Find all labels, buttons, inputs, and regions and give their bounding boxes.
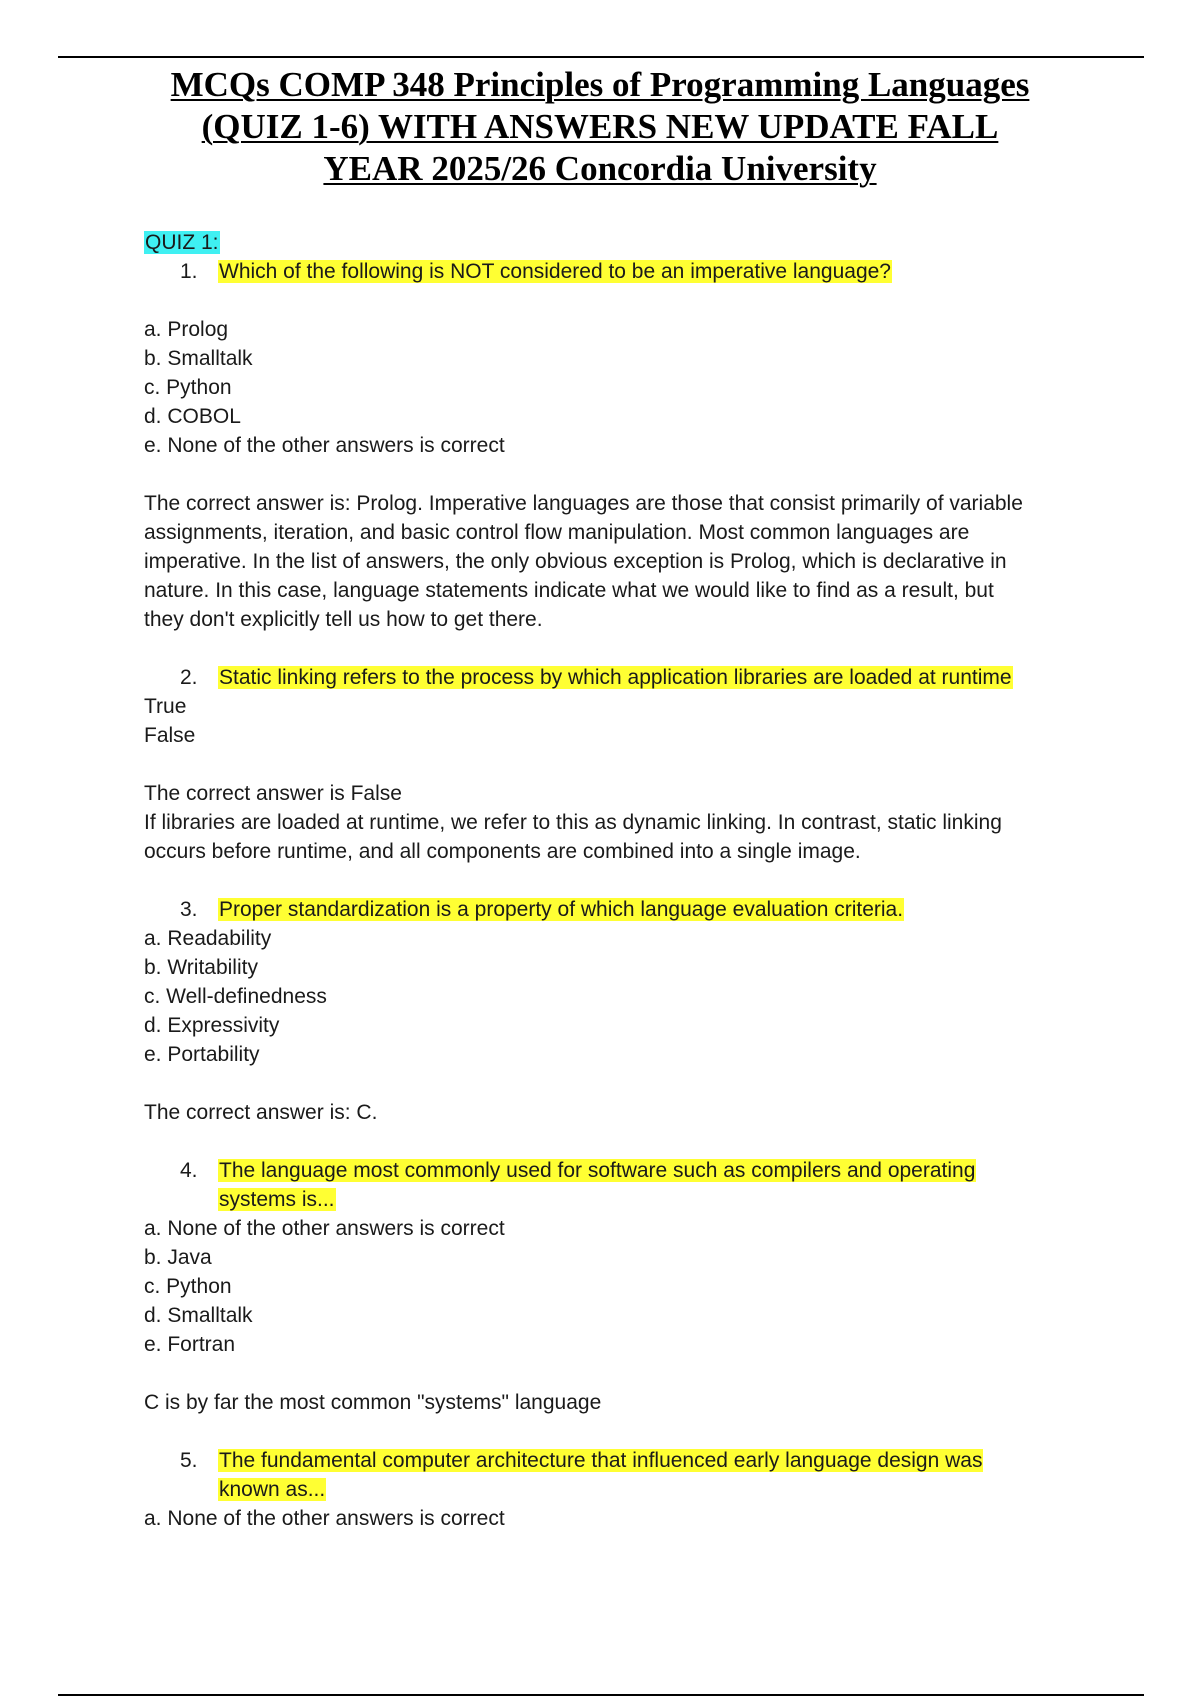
question-text: known as...	[219, 1478, 326, 1501]
option: b. Writability	[144, 956, 258, 979]
spacer	[144, 634, 1084, 663]
options-list	[144, 315, 1084, 460]
question-4	[144, 1156, 1084, 1214]
spacer	[144, 1069, 1084, 1098]
question-text: Static linking refers to the process by which application libraries are loaded at runtime	[219, 666, 1012, 689]
explanation-line: The correct answer is: C.	[144, 1101, 378, 1124]
question-1	[144, 257, 1084, 286]
spacer	[144, 866, 1084, 895]
question-number: 2.	[180, 666, 198, 689]
options-list	[144, 1214, 1084, 1359]
question-text: Proper standardization is a property of which language evaluation criteria.	[219, 898, 904, 921]
answer-explanation	[144, 779, 1084, 866]
document-body	[144, 228, 1084, 1533]
spacer	[144, 460, 1084, 489]
explanation-line: If libraries are loaded at runtime, we refer to this as dynamic linking. In contrast, static linking	[144, 811, 1002, 834]
explanation-line: occurs before runtime, and all components are combined into a single image.	[144, 840, 861, 863]
question-number: 5.	[180, 1449, 198, 1472]
options-list	[144, 924, 1084, 1069]
option: a. None of the other answers is correct	[144, 1507, 505, 1530]
option: d. Smalltalk	[144, 1304, 253, 1327]
option: d. Expressivity	[144, 1014, 280, 1037]
question-2	[144, 663, 1084, 692]
question-number: 1.	[180, 260, 198, 283]
question-text: The language most commonly used for software such as compilers and operating	[219, 1159, 976, 1182]
option: c. Python	[144, 1275, 232, 1298]
explanation-line: The correct answer is: Prolog. Imperative languages are those that consist primarily of variable	[144, 492, 1023, 515]
option: e. Fortran	[144, 1333, 236, 1356]
question-number: 4.	[180, 1159, 198, 1182]
title-line: YEAR 2025/26 Concordia University	[323, 149, 877, 188]
answer-explanation	[144, 1098, 1084, 1127]
question-number: 3.	[180, 898, 198, 921]
answer-explanation	[144, 1388, 1084, 1417]
option: e. None of the other answers is correct	[144, 434, 505, 457]
question-text: The fundamental computer architecture that influenced early language design was	[219, 1449, 983, 1472]
explanation-line: assignments, iteration, and basic control flow manipulation. Most common languages are	[144, 521, 970, 544]
spacer	[144, 1359, 1084, 1388]
explanation-line: C is by far the most common "systems" language	[144, 1391, 602, 1414]
question-3	[144, 895, 1084, 924]
explanation-line: The correct answer is False	[144, 782, 402, 805]
header-rule	[58, 56, 1144, 58]
document-title	[60, 64, 1140, 190]
spacer	[144, 1127, 1084, 1156]
option: b. Java	[144, 1246, 212, 1269]
option: b. Smalltalk	[144, 347, 253, 370]
option: False	[144, 724, 196, 747]
spacer	[144, 286, 1084, 315]
question-text: Which of the following is NOT considered to be an imperative language?	[219, 260, 891, 283]
spacer	[144, 750, 1084, 779]
explanation-line: imperative. In the list of answers, the only obvious exception is Prolog, which is declarative in	[144, 550, 1007, 573]
title-line: (QUIZ 1-6) WITH ANSWERS NEW UPDATE FALL	[201, 107, 999, 146]
quiz-label: QUIZ 1:	[145, 231, 219, 254]
option: d. COBOL	[144, 405, 241, 428]
option: e. Portability	[144, 1043, 260, 1066]
option: c. Python	[144, 376, 232, 399]
explanation-line: nature. In this case, language statements indicate what we would like to find as a result, but	[144, 579, 994, 602]
question-text: systems is...	[219, 1188, 335, 1211]
option: True	[144, 695, 187, 718]
quiz-heading	[144, 228, 1084, 257]
options-list	[144, 1504, 1084, 1533]
options-list	[144, 692, 1084, 750]
answer-explanation	[144, 489, 1084, 634]
footer-rule	[58, 1694, 1144, 1696]
spacer	[144, 1417, 1084, 1446]
option: a. Prolog	[144, 318, 229, 341]
title-line: MCQs COMP 348 Principles of Programming Languages	[170, 65, 1030, 104]
option: a. None of the other answers is correct	[144, 1217, 505, 1240]
option: c. Well-definedness	[144, 985, 327, 1008]
option: a. Readability	[144, 927, 272, 950]
question-5	[144, 1446, 1084, 1504]
explanation-line: they don't explicitly tell us how to get there.	[144, 608, 543, 631]
